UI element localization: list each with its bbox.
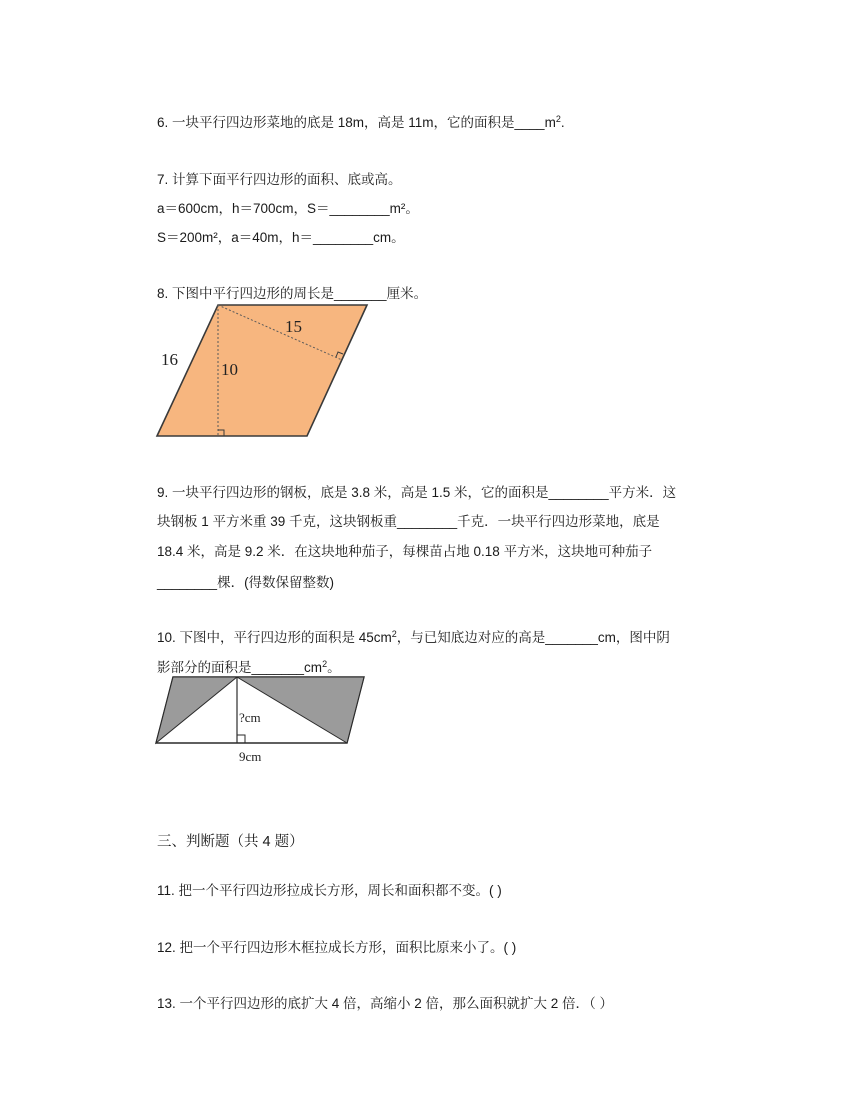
base-label: 9cm (239, 749, 262, 764)
question-7-line2: S＝200m²，a＝40m，h＝________cm。 (157, 230, 405, 245)
perp-label: 15 (285, 317, 302, 336)
question-10-line1 (157, 629, 670, 647)
question-7-line1: a＝600cm，h＝700cm，S＝________m²。 (157, 201, 419, 216)
q10-sup: 2 (391, 629, 397, 639)
question-11: 11. 把一个平行四边形拉成长方形，周长和面积都不变。( ) (157, 883, 502, 898)
q10-text: 10. 下图中，平行四边形的面积是 45cm (157, 630, 392, 645)
question-9-line4: ________棵．(得数保留整数) (157, 575, 335, 590)
q6-text: 6. 一块平行四边形菜地的底是 18m，高是 11m，它的面积是____m (157, 115, 556, 130)
height-label: 10 (221, 360, 238, 379)
parallelogram-figure-q10 (150, 672, 372, 772)
q10-text-4: 。 (327, 660, 341, 675)
question-13: 13. 一个平行四边形的底扩大 4 倍，高缩小 2 倍，那么面积就扩大 2 倍．（ ） (157, 996, 614, 1011)
q6-end: . (560, 115, 565, 130)
question-12: 12. 把一个平行四边形木框拉成长方形，面积比原来小了。( ) (157, 940, 517, 955)
q6-sup: 2 (555, 114, 561, 124)
question-8-title: 8. 下图中平行四边形的周长是_______厘米。 (157, 286, 428, 301)
question-6 (157, 114, 565, 132)
height-label: ?cm (239, 710, 261, 725)
section-heading: 三、判断题（共 4 题） (157, 834, 304, 850)
parallelogram-figure-q8 (150, 298, 380, 440)
question-7-title: 7. 计算下面平行四边形的面积、底或高。 (157, 172, 402, 187)
q10-text-3: 影部分的面积是_______cm (157, 660, 323, 675)
question-9-line2: 块钢板 1 平方米重 39 千克，这块钢板重________千克．一块平行四边形菜地，底是 (157, 514, 660, 529)
question-9-line1: 9. 一块平行四边形的钢板，底是 3.8 米，高是 1.5 米，它的面积是________平方米．这 (157, 485, 677, 500)
side-label: 16 (161, 350, 178, 369)
question-9-line3: 18.4 米，高是 9.2 米．在这块地种茄子，每棵苗占地 0.18 平方米，这块地可种茄子 (157, 544, 653, 559)
q10-sup-2: 2 (322, 659, 328, 669)
q10-text-2: ，与已知底边对应的高是_______cm，图中阴 (396, 630, 670, 645)
